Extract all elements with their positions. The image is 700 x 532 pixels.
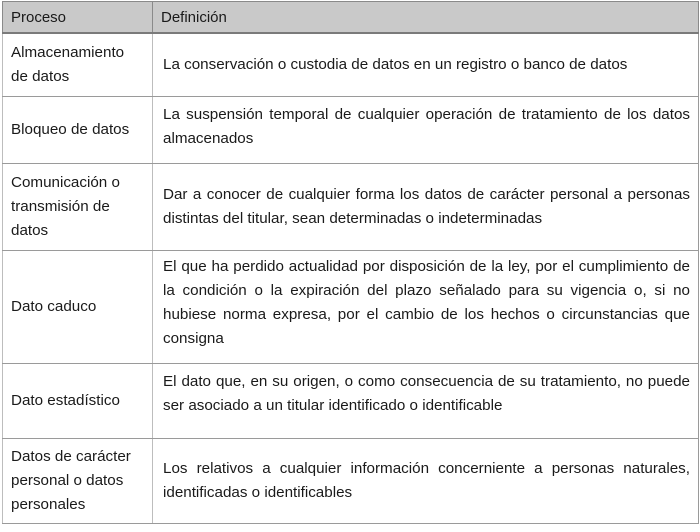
row-term: Almacenamiento de datos [3, 33, 153, 97]
row-definition: La conservación o custodia de datos en un registro o banco de datos [153, 33, 699, 97]
row-definition: La suspensión temporal de cualquier operación de tratamiento de los datos almacenados [153, 97, 699, 164]
table-header-row [3, 2, 699, 34]
table-row [3, 251, 699, 364]
definitions-table [2, 1, 699, 524]
table-row [3, 164, 699, 251]
row-definition: Los relativos a cualquier información concerniente a personas naturales, identificadas o identificables [153, 439, 699, 524]
row-definition: Dar a conocer de cualquier forma los datos de carácter personal a personas distintas del titular, sean determinadas o indeterminadas [153, 164, 699, 251]
row-definition: El que ha perdido actualidad por disposición de la ley, por el cumplimiento de la condición o la expiración del plazo señalado para su vigencia o, si no hubiese norma expresa, por el cambio de los hechos o circunstancias que consigna [153, 251, 699, 364]
row-definition: El dato que, en su origen, o como consecuencia de su tratamiento, no puede ser asociado a un titular identificado o identificable [153, 364, 699, 439]
row-term: Comunicación o transmisión de datos [3, 164, 153, 251]
row-term: Dato estadístico [3, 364, 153, 439]
row-term: Bloqueo de datos [3, 97, 153, 164]
row-term: Datos de carácter personal o datos personales [3, 439, 153, 524]
table-row [3, 97, 699, 164]
table-row [3, 33, 699, 97]
table-row [3, 364, 699, 439]
table-row [3, 439, 699, 524]
row-term: Dato caduco [3, 251, 153, 364]
header-definition: Definición [153, 2, 699, 34]
header-process: Proceso [3, 2, 153, 34]
